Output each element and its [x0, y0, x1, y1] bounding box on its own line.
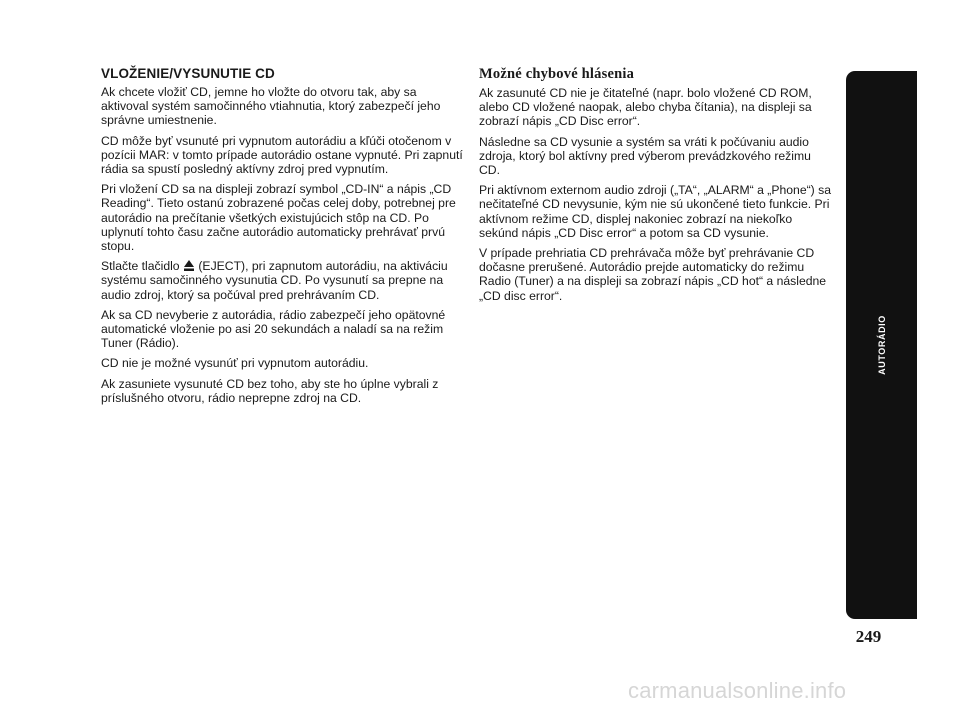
paragraph: CD môže byť vsunuté pri vypnutom autorádiu a kľúči otočenom v pozícii MAR: v tomto prípade autorádio ostane vypnuté. Pri zapnutí rádia sa spustí posledný aktívny zdroj pred vypnutím.	[101, 133, 463, 177]
paragraph: Pri vložení CD sa na displeji zobrazí symbol „CD-IN“ a nápis „CD Reading“. Tieto ostanú zobrazené počas celej doby, potrebnej pre autorádio na prečítanie všetkých existujúcich stôp na CD. Po uplynutí tohto času začne autorádio automaticky prehrávať prvú stopu.	[101, 182, 456, 254]
paragraph: V prípade prehriatia CD prehrávača môže byť prehrávanie CD dočasne prerušené. Autorádio prejde automaticky do režimu Radio (Tuner) a na displeji sa zobrazí nápis „CD hot“ a následne „CD disc error“.	[479, 246, 827, 303]
section-heading-errors: Možné chybové hlásenia	[479, 66, 635, 82]
paragraph: Následne sa CD vysunie a systém sa vráti k počúvaniu audio zdroja, ktorý bol aktívny pred výberom prevádzkového režimu CD.	[479, 134, 811, 178]
paragraph: Ak sa CD nevyberie z autorádia, rádio zabezpečí jeho opätovné automatické vloženie po asi 20 sekundách a naladí sa na režim Tuner (Rádio).	[101, 307, 446, 351]
paragraph: CD nie je možné vysunúť pri vypnutom autorádiu.	[101, 356, 369, 371]
chapter-side-tab	[846, 71, 917, 619]
right-column	[479, 66, 834, 309]
chapter-tab-label: AUTORÁDIO	[876, 315, 887, 375]
paragraph: Ak chcete vložiť CD, jemne ho vložte do otvoru tak, aby sa aktivoval systém samočinného vtiahnutia, ktorý zabezpečí jeho správne umiestnenie.	[101, 85, 441, 128]
eject-text-after: (EJECT), pri zapnutom autorádiu, na aktiváciu systému samočinného vysunutia CD. Po vysunutí sa prepne na audio zdroj, ktorý sa počúval pred prehrávaním CD.	[101, 259, 448, 302]
eject-paragraph	[101, 259, 467, 302]
section-heading-insert-eject: VLOŽENIE/VYSUNUTIE CD	[101, 66, 275, 81]
page-number: 249	[855, 627, 882, 646]
paragraph: Pri aktívnom externom audio zdroji („TA“, „ALARM“ a „Phone“) sa nečitateľné CD nevysunie, kým nie sú ukončené tieto funkcie. Pri aktívnom režime CD, displej nakoniec zobrazí na niekoľko sekúnd nápis „CD Disc error“ a potom sa CD vysunie.	[479, 183, 831, 240]
eject-icon	[184, 260, 194, 271]
watermark: carmanualsonline.info	[628, 678, 847, 703]
eject-text-before: Stlačte tlačidlo	[101, 259, 180, 274]
paragraph: Ak zasuniete vysunuté CD bez toho, aby ste ho úplne vybrali z príslušného otvoru, rádio neprepne zdroj na CD.	[101, 376, 439, 405]
paragraph: Ak zasunuté CD nie je čitateľné (napr. bolo vložené CD ROM, alebo CD vložené naopak, alebo chyba čítania), na displeji sa zobrazí nápis „CD Disc error“.	[479, 86, 812, 129]
left-column	[101, 66, 467, 411]
